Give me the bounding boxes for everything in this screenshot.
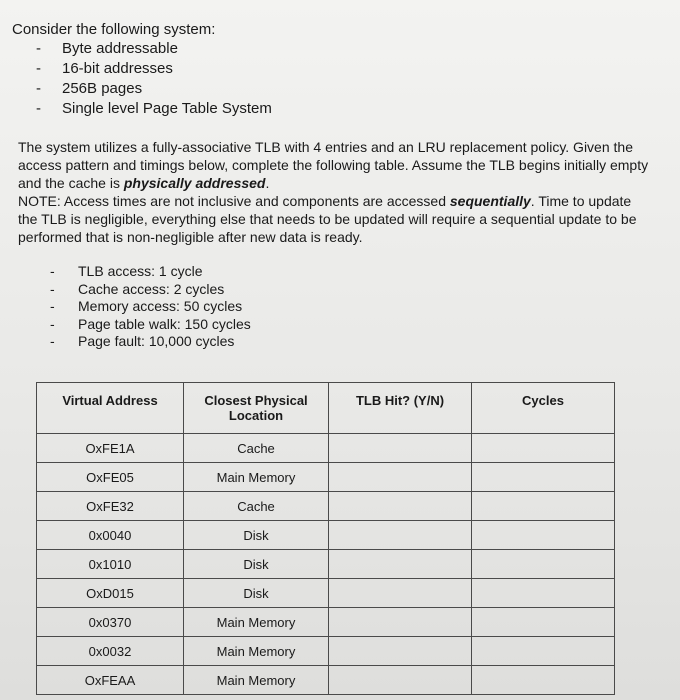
header-physical-location: Closest Physical Location [184, 383, 329, 434]
cycles-cell [472, 637, 615, 666]
cycles-cell [472, 463, 615, 492]
location-cell: Disk [184, 550, 329, 579]
cycles-cell [472, 579, 615, 608]
tlb-hit-cell [329, 637, 472, 666]
table-row [37, 521, 615, 550]
cycles-cell [472, 666, 615, 695]
tlb-hit-cell [329, 608, 472, 637]
table-row [37, 637, 615, 666]
answer-table [36, 382, 615, 695]
table-row [37, 666, 615, 695]
cycles-cell [472, 550, 615, 579]
table-row [37, 463, 615, 492]
table-row [37, 608, 615, 637]
list-item: - Memory access: 50 cycles [50, 298, 243, 314]
location-cell: Main Memory [184, 608, 329, 637]
header-virtual-address: Virtual Address [37, 383, 184, 434]
location-cell: Main Memory [184, 637, 329, 666]
list-item: - TLB access: 1 cycle [50, 263, 203, 279]
description-text: The system utilizes a fully-associative TLB with 4 entries and an LRU replacement policy. Given the access pattern and timings below, complete the following table. Assume the TLB begins initially empty and the cache is physically addressed. [18, 139, 649, 191]
list-item: - 16-bit addresses [36, 60, 173, 77]
location-cell: Main Memory [184, 463, 329, 492]
system-spec-list [36, 39, 272, 119]
location-cell: Disk [184, 579, 329, 608]
list-item: - Page fault: 10,000 cycles [50, 333, 235, 349]
note-text: NOTE: Access times are not inclusive and components are accessed sequentially. Time to update the TLB is negligible, everything else that needs to be updated will require a sequential update to be performed that is non-negligible after new data is ready. [18, 193, 637, 245]
problem-paragraph [18, 138, 650, 246]
tlb-hit-cell [329, 434, 472, 463]
va-cell: OxFE05 [37, 463, 184, 492]
header-tlb-hit: TLB Hit? (Y/N) [329, 383, 472, 434]
tlb-hit-cell [329, 521, 472, 550]
va-cell: 0x0040 [37, 521, 184, 550]
tlb-hit-cell [329, 550, 472, 579]
list-item: - 256B pages [36, 80, 143, 97]
table-row [37, 579, 615, 608]
list-item: - Page table walk: 150 cycles [50, 315, 251, 332]
intro-heading: Consider the following system: [12, 21, 216, 38]
va-cell: OxFE1A [37, 434, 184, 463]
tlb-hit-cell [329, 666, 472, 695]
header-cycles: Cycles [472, 383, 615, 434]
table-row [37, 550, 615, 579]
table-header-row [37, 383, 615, 434]
va-cell: 0x0032 [37, 637, 184, 666]
table-row [37, 434, 615, 463]
va-cell: OxD015 [37, 579, 184, 608]
location-cell: Main Memory [184, 666, 329, 695]
va-cell: 0x0370 [37, 608, 184, 637]
va-cell: OxFE32 [37, 492, 184, 521]
timing-list [50, 263, 251, 351]
tlb-hit-cell [329, 579, 472, 608]
va-cell: 0x1010 [37, 550, 184, 579]
tlb-hit-cell [329, 492, 472, 521]
cycles-cell [472, 608, 615, 637]
va-cell: OxFEAA [37, 666, 184, 695]
cycles-cell [472, 521, 615, 550]
table-row [37, 492, 615, 521]
location-cell: Disk [184, 521, 329, 550]
cycles-cell [472, 492, 615, 521]
cycles-cell [472, 434, 615, 463]
tlb-hit-cell [329, 463, 472, 492]
location-cell: Cache [184, 434, 329, 463]
list-item: - Cache access: 2 cycles [50, 280, 225, 297]
location-cell: Cache [184, 492, 329, 521]
list-item: - Single level Page Table System [36, 100, 272, 117]
list-item: - Byte addressable [36, 40, 178, 57]
